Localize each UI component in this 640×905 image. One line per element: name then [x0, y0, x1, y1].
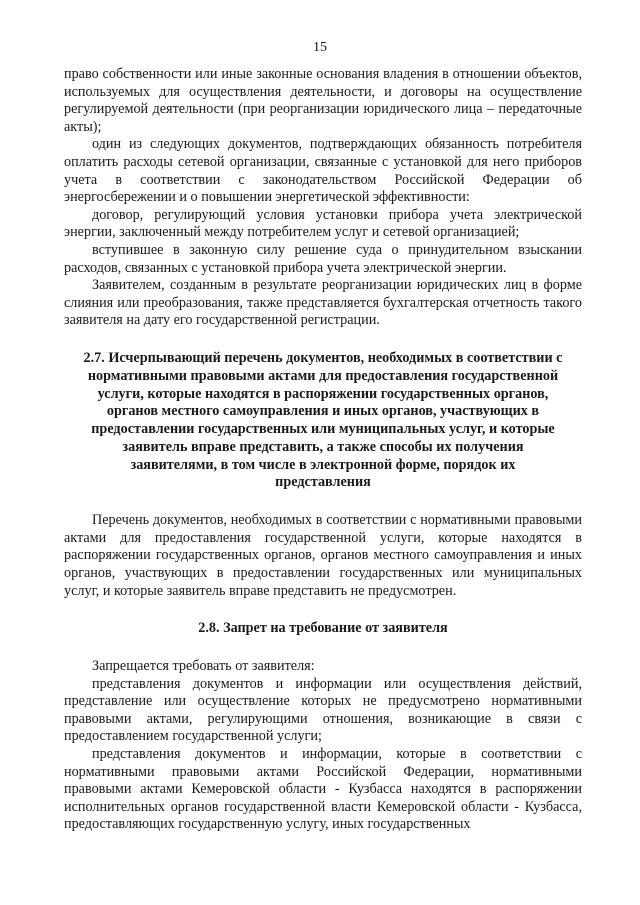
section-2-8-item: представления документов и информации, которые в соответствии с нормативными правовыми актами Российской Федерации, нормативными правовыми актами Кемеровской области - Кузбасса находятся в распоряжении исполнительных органов государственной власти Кемеровской области - Кузбасса, предоставляющих государственную услугу, иных государственных: [64, 746, 582, 833]
section-2-8-intro: Запрещается требовать от заявителя:: [92, 658, 315, 675]
section-2-7-heading: 2.7. Исчерпывающий перечень документов, необходимых в соответствии с нормативными правовыми актами для предоставления государственной услуги, которые находятся в распоряжении государственных органов, органов местного самоуправления и иных органов, участвующих в предоставлении государственных или муниципальных услуг, и которые заявитель вправе представить, а также способы их получения заявителями, в том числе в электронной форме, порядок их представления: [83, 349, 563, 491]
section-2-7-text: Перечень документов, необходимых в соответствии с нормативными правовыми актами для предоставления государственной услуги, которые находятся в распоряжении государственных органов, органов местного самоуправления и иных органов, участвующих в предоставлении государственных или муниципальных услуг, и которые заявитель вправе представить не предусмотрен.: [64, 512, 582, 599]
document-body: [64, 66, 582, 834]
paragraph-court-decision: вступившее в законную силу решение суда о принудительном взыскании расходов, связанных с установкой прибора учета электрической энергии.: [64, 241, 582, 276]
paragraph-one-of-documents: один из следующих документов, подтверждающих обязанность потребителя оплатить расходы сетевой организации, связанные с установкой для него приборов учета в соответствии с законодательством Российской Федерации об энергосбережении и о повышении энергетической эффективности:: [64, 136, 582, 206]
section-2-8-heading: 2.8. Запрет на требование от заявителя: [198, 620, 448, 637]
paragraph-reorganization: Заявителем, созданным в результате реорганизации юридических лиц в форме слияния или преобразования, также представляется бухгалтерская отчетность такого заявителя на дату его государственной регистрации.: [64, 277, 582, 329]
paragraph-contract: договор, регулирующий условия установки прибора учета электрической энергии, заключенный между потребителем услуг и сетевой организацией;: [64, 206, 582, 241]
page-number: 15: [313, 40, 327, 55]
paragraph-ownership: право собственности или иные законные основания владения в отношении объектов, используемых для осуществления деятельности, и договоры на осуществление регулируемой деятельности (при реорганизации юридического лица – передаточные акты);: [64, 66, 582, 135]
section-2-8-item: представления документов и информации или осуществления действий, представление или осуществление которых не предусмотрено нормативными правовыми актами, регулирующими отношения, возникающие в связи с предоставлением государственной услуги;: [64, 675, 582, 745]
